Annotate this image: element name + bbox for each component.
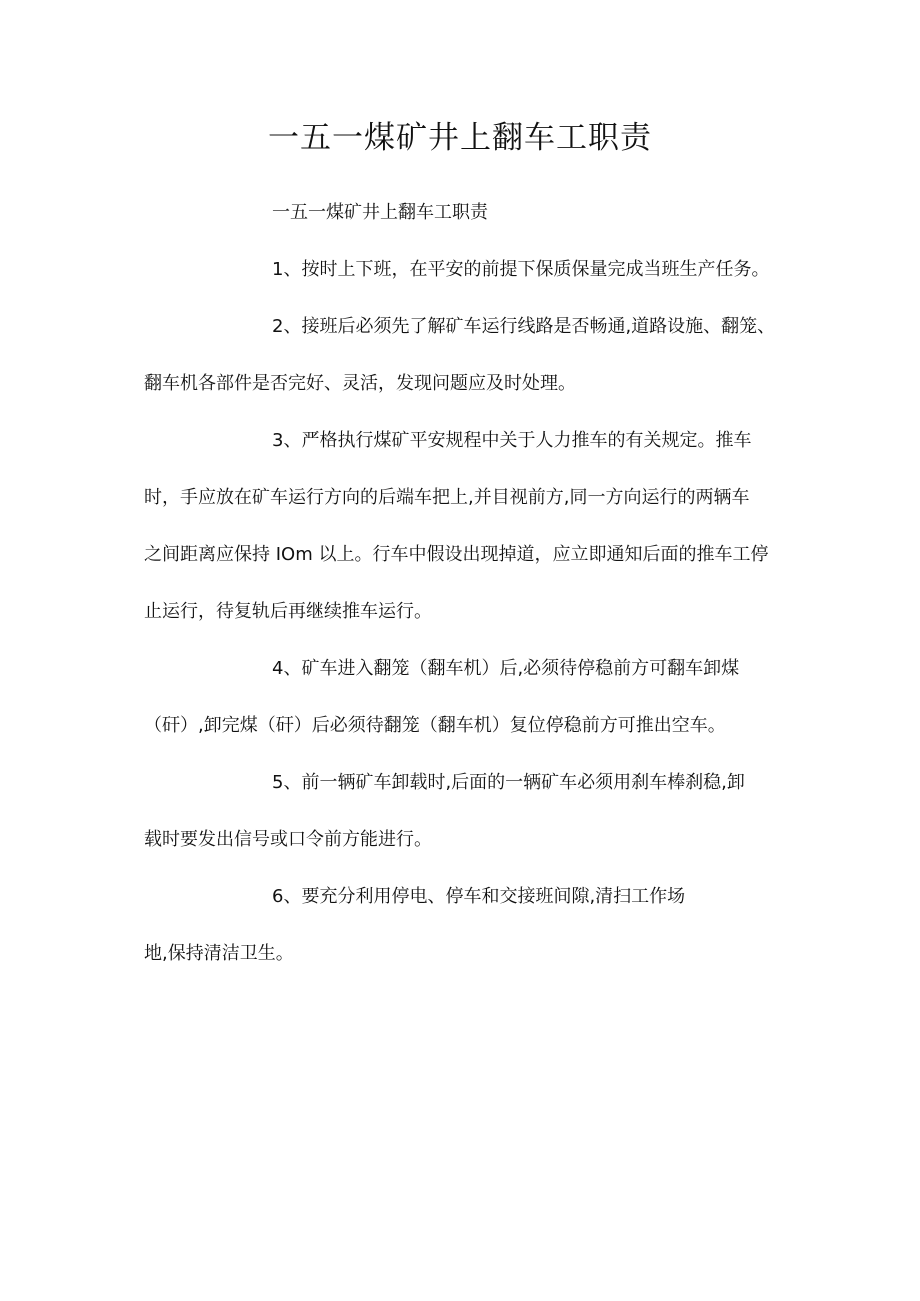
- paragraph-line: 5、前一辆矿车卸载时,后面的一辆矿车必须用刹车棒刹稳,卸: [272, 772, 745, 793]
- paragraph-line: 6、要充分利用停电、停车和交接班间隙,清扫工作场: [272, 886, 686, 907]
- paragraph-line: 3、严格执行煤矿平安规程中关于人力推车的有关规定。推车: [272, 430, 752, 451]
- document-subtitle: 一五一煤矿井上翻车工职责: [272, 202, 488, 223]
- paragraph-line: 1、按时上下班，在平安的前提下保质保量完成当班生产任务。: [272, 259, 770, 280]
- paragraph-line: （矸）,卸完煤（矸）后必须待翻笼（翻车机）复位停稳前方可推出空车。: [144, 715, 726, 736]
- paragraph-line: 翻车机各部件是否完好、灵活，发现问题应及时处理。: [144, 373, 576, 394]
- paragraph-line: 地,保持清洁卫生。: [144, 943, 294, 964]
- paragraph-line: 止运行，待复轨后再继续推车运行。: [144, 601, 432, 622]
- paragraph-line: 之间距离应保持 IOm 以上。行车中假设出现掉道，应立即通知后面的推车工停: [144, 544, 769, 565]
- paragraph-line: 时，手应放在矿车运行方向的后端车把上,并目视前方,同一方向运行的两辆车: [144, 487, 750, 508]
- paragraph-line: 载时要发出信号或口令前方能进行。: [144, 829, 432, 850]
- paragraph-line: 4、矿车进入翻笼（翻车机）后,必须待停稳前方可翻车卸煤: [272, 658, 740, 679]
- paragraph-line: 2、接班后必须先了解矿车运行线路是否畅通,道路设施、翻笼、: [272, 316, 776, 337]
- document-title: 一五一煤矿井上翻车工职责: [268, 120, 652, 156]
